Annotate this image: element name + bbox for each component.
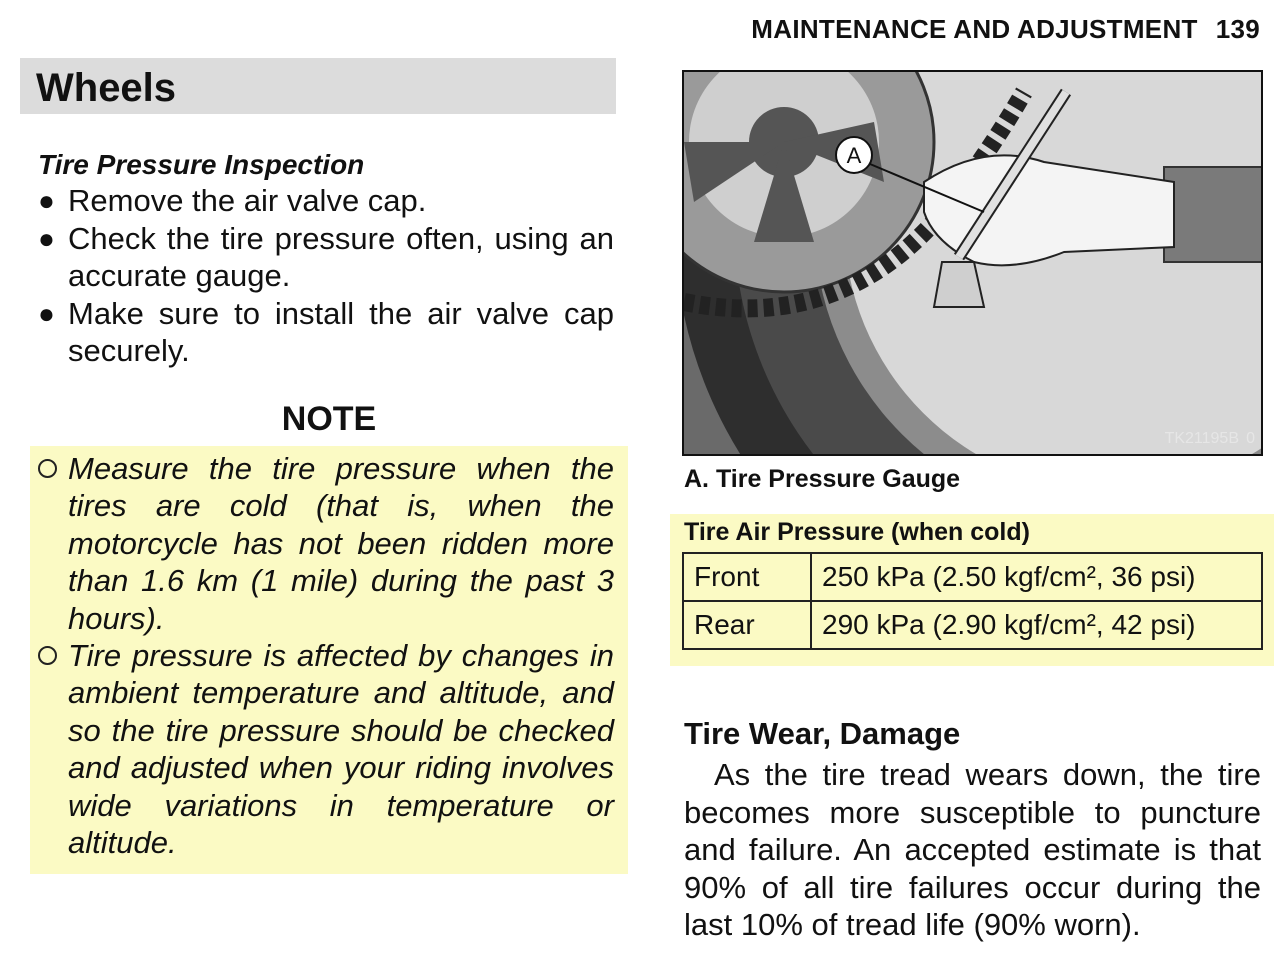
tire-air-pressure-box <box>670 514 1274 666</box>
circle-bullet-icon <box>38 459 57 478</box>
inspection-heading: Tire Pressure Inspection <box>38 149 365 180</box>
note-list <box>38 450 614 861</box>
pressure-table <box>682 552 1263 650</box>
note-title: NOTE <box>281 400 377 438</box>
tire-wear-body: As the tire tread wears down, the tire becomes more susceptible to puncture and failure. An accepted estimate is that 90% of all tire failures occur during the last 10% of tread life (90% worn). <box>684 757 1261 942</box>
section-title-bar <box>20 58 616 114</box>
inspection-list <box>38 182 614 370</box>
note-item: Tire pressure is affected by changes in ambient temperature and altitude, and so the tire pressure should be checked and adjusted when your riding involves wide variations in temperature or altitude. <box>38 637 614 861</box>
header-section-title: MAINTENANCE AND ADJUSTMENT <box>751 14 1198 44</box>
circle-bullet-icon <box>38 646 57 665</box>
tire-pressure-inspection <box>38 148 614 370</box>
figure-code: TK21195B <box>1164 430 1239 447</box>
table-cell-value: 290 kPa (2.90 kgf/cm², 42 psi) <box>811 601 1262 649</box>
page-number: 139 <box>1215 14 1260 44</box>
table-row <box>683 601 1262 649</box>
table-cell-position: Front <box>683 553 811 601</box>
list-item: ● Check the tire pressure often, using an accurate gauge. <box>38 220 614 293</box>
bullet-icon: ● <box>38 185 55 216</box>
table-cell-position: Rear <box>683 601 811 649</box>
bullet-icon: ● <box>38 297 55 329</box>
callout-label: A <box>846 143 862 168</box>
note-item: Measure the tire pressure when the tires are cold (that is, when the motorcycle has not been ridden more than 1.6 km (1 mile) during the past 3 hours). <box>38 450 614 637</box>
bullet-icon: ● <box>38 222 55 254</box>
note-box <box>30 446 628 874</box>
section-title: Wheels <box>36 66 177 110</box>
table-cell-value: 250 kPa (2.50 kgf/cm², 36 psi) <box>811 553 1262 601</box>
list-item: ● Make sure to install the air valve cap securely. <box>38 295 614 368</box>
tire-wear-heading: Tire Wear, Damage <box>684 716 961 751</box>
page-header <box>751 14 1260 45</box>
list-item: ● Remove the air valve cap. <box>38 183 427 218</box>
tire-gauge-photo <box>682 70 1263 456</box>
photo-illustration <box>684 72 1261 454</box>
figure-caption: A. Tire Pressure Gauge <box>684 465 961 493</box>
table-row <box>683 553 1262 601</box>
figure-code-suffix: 0 <box>1246 430 1255 447</box>
spec-title: Tire Air Pressure (when cold) <box>684 518 1030 546</box>
